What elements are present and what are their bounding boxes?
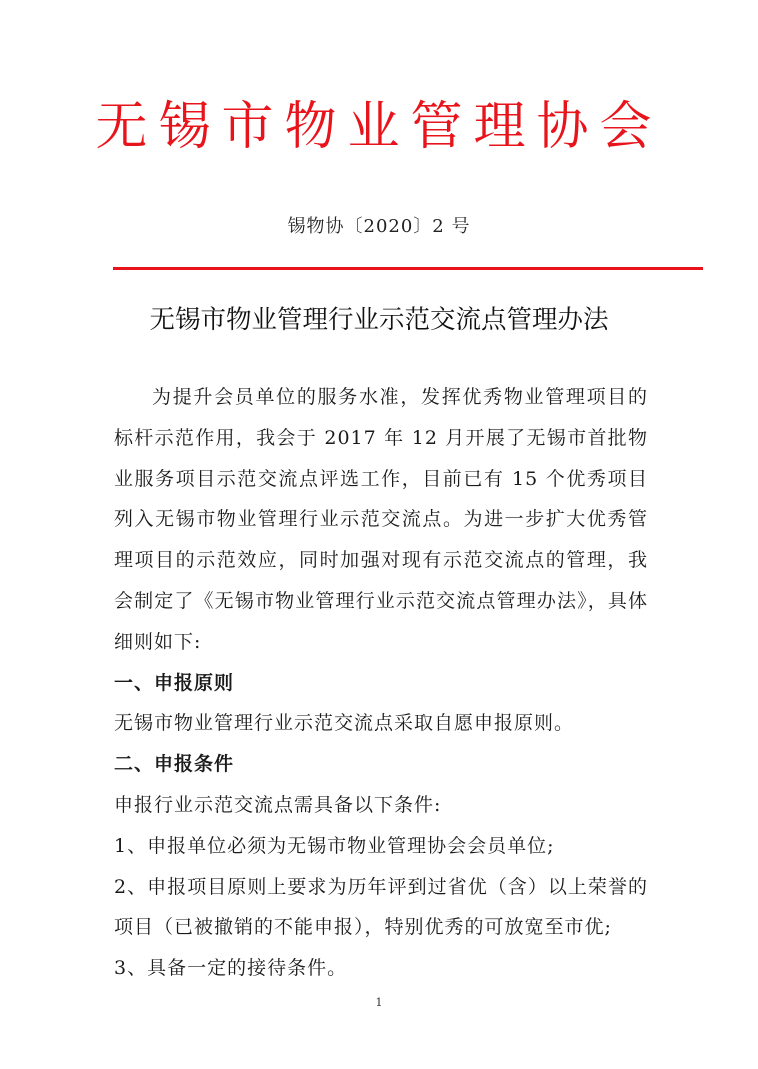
red-divider-line (113, 267, 703, 270)
section-heading-conditions: 二、申报条件 (114, 753, 235, 776)
intro-paragraph: 为提升会员单位的服务水准，发挥优秀物业管理项目的标杆示范作用，我会于 2017 年 12 月开展了无锡市首批物业服务项目示范交流点评选工作，目前已有 15 个优秀项目列入无锡市物业管理行业示范交流点。为进一步扩大优秀管理项目的示范效应，同时加强对现有示范交流点的管理，我会制定了《无锡市物业管理行业示范交流点管理办法》，具体细则如下: (114, 386, 648, 653)
section-heading-principle: 一、申报原则 (114, 671, 235, 694)
document-title: 无锡市物业管理行业示范交流点管理办法 (149, 305, 609, 335)
page-number: 1 (375, 996, 383, 1009)
section-text-conditions: 申报行业示范交流点需具备以下条件: (114, 793, 442, 816)
organization-letterhead: 无锡市物业管理协会 (95, 97, 663, 157)
document-number: 锡物协〔2020〕2 号 (287, 216, 471, 237)
document-body (114, 377, 648, 989)
condition-item-1: 1、申报单位必须为无锡市物业管理协会会员单位; (114, 834, 555, 857)
condition-item-3: 3、具备一定的接待条件。 (114, 957, 348, 980)
condition-item-2: 2、申报项目原则上要求为历年评到过省优（含）以上荣誉的项目（已被撤销的不能申报），特别优秀的可放宽至市优; (114, 875, 648, 939)
section-text-principle: 无锡市物业管理行业示范交流点采取自愿申报原则。 (114, 712, 575, 735)
